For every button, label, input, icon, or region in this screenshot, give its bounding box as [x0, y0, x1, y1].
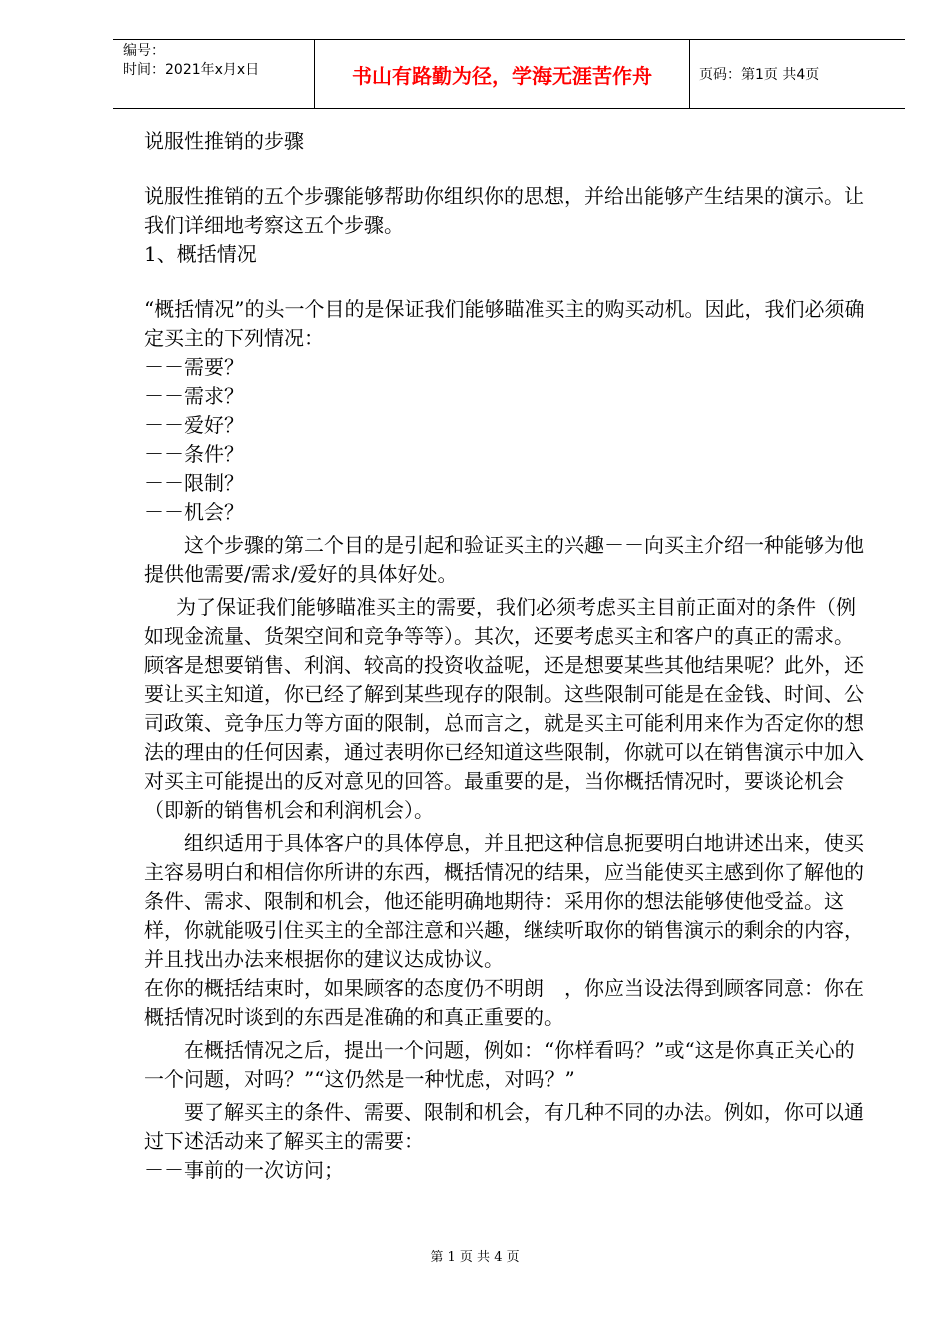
- intro-paragraph: 说服性推销的五个步骤能够帮助你组织你的思想，并给出能够产生结果的演示。让我们详细地考察这五个步骤。: [144, 184, 864, 237]
- paragraph: 在概括情况之后，提出一个问题，例如：“你样看吗？”或“这是你真正关心的一个问题，对吗？”“这仍然是一种忧虑，对吗？”: [144, 1038, 855, 1091]
- paragraph: 为了保证我们能够瞄准买主的需要，我们必须考虑买主目前正面对的条件（例如现金流量、货架空间和竞争等等）。其次，还要考虑买主和客户的真正的需求。顾客是想要销售、利润、较高的投资收益呢，还是想要某些其他结果呢？此外，还要让买主知道，你已经了解到某些现存的限制。这些限制可能是在金钱、时间、公司政策、竞争压力等方面的限制，总而言之，就是买主可能利用来作为否定你的想法的理由的任何因素，通过表明你已经知道这些限制，你就可以在销售演示中加入对买主可能提出的反对意见的回答。最重要的是，当你概括情况时，要谈论机会（即新的销售机会和利润机会）。: [144, 595, 864, 822]
- list-item: －－限制？: [144, 471, 244, 495]
- paragraph: “概括情况”的头一个目的是保证我们能够瞄准买主的购买动机。因此，我们必须确定买主的下列情况：: [144, 297, 865, 350]
- paragraph: 组织适用于具体客户的具体停息，并且把这种信息扼要明白地讲述出来，使买主容易明白和相信你所讲的东西，概括情况的结果，应当能使买主感到你了解他的条件、需求、限制和机会，他还能明确地期待：采用你的想法能够使他受益。这样，你就能吸引住买主的全部注意和兴趣，继续听取你的销售演示的剩余的内容，并且找出办法来根据你的建议达成协议。: [144, 831, 864, 971]
- paragraph: 这个步骤的第二个目的是引起和验证买主的兴趣－－向买主介绍一种能够为他提供他需要/需求/爱好的具体好处。: [144, 533, 864, 586]
- list-item: －－需求？: [144, 384, 244, 408]
- header-page-label: 页码：第1页 共4页: [699, 67, 820, 83]
- paragraph: 要了解买主的条件、需要、限制和机会，有几种不同的办法。例如，你可以通过下述活动来了解买主的需要：: [144, 1100, 864, 1153]
- header-meta-cell: [113, 40, 315, 108]
- paragraph: 在你的概括结束时，如果顾客的态度仍不明朗 ，你应当设法得到顾客同意：你在概括情况时谈到的东西是准确的和真正重要的。: [144, 976, 864, 1029]
- page-footer: 第 1 页 共 4 页: [430, 1250, 520, 1265]
- document-title: 说服性推销的步骤: [144, 129, 304, 153]
- list-item: －－需要？: [144, 355, 244, 379]
- list-item: －－条件？: [144, 442, 244, 466]
- document-body: [144, 127, 866, 1185]
- number-label: 编号：: [123, 43, 165, 59]
- section-heading: 1、概括情况: [144, 242, 257, 266]
- list-item: －－机会？: [144, 500, 244, 524]
- list-item: －－爱好？: [144, 413, 244, 437]
- time-label: 时间：2021年x月x日: [123, 62, 260, 78]
- page-header: [113, 39, 905, 109]
- header-motto: 书山有路勤为径，学海无涯苦作舟: [315, 40, 690, 108]
- list-item: －－事前的一次访问；: [144, 1158, 344, 1182]
